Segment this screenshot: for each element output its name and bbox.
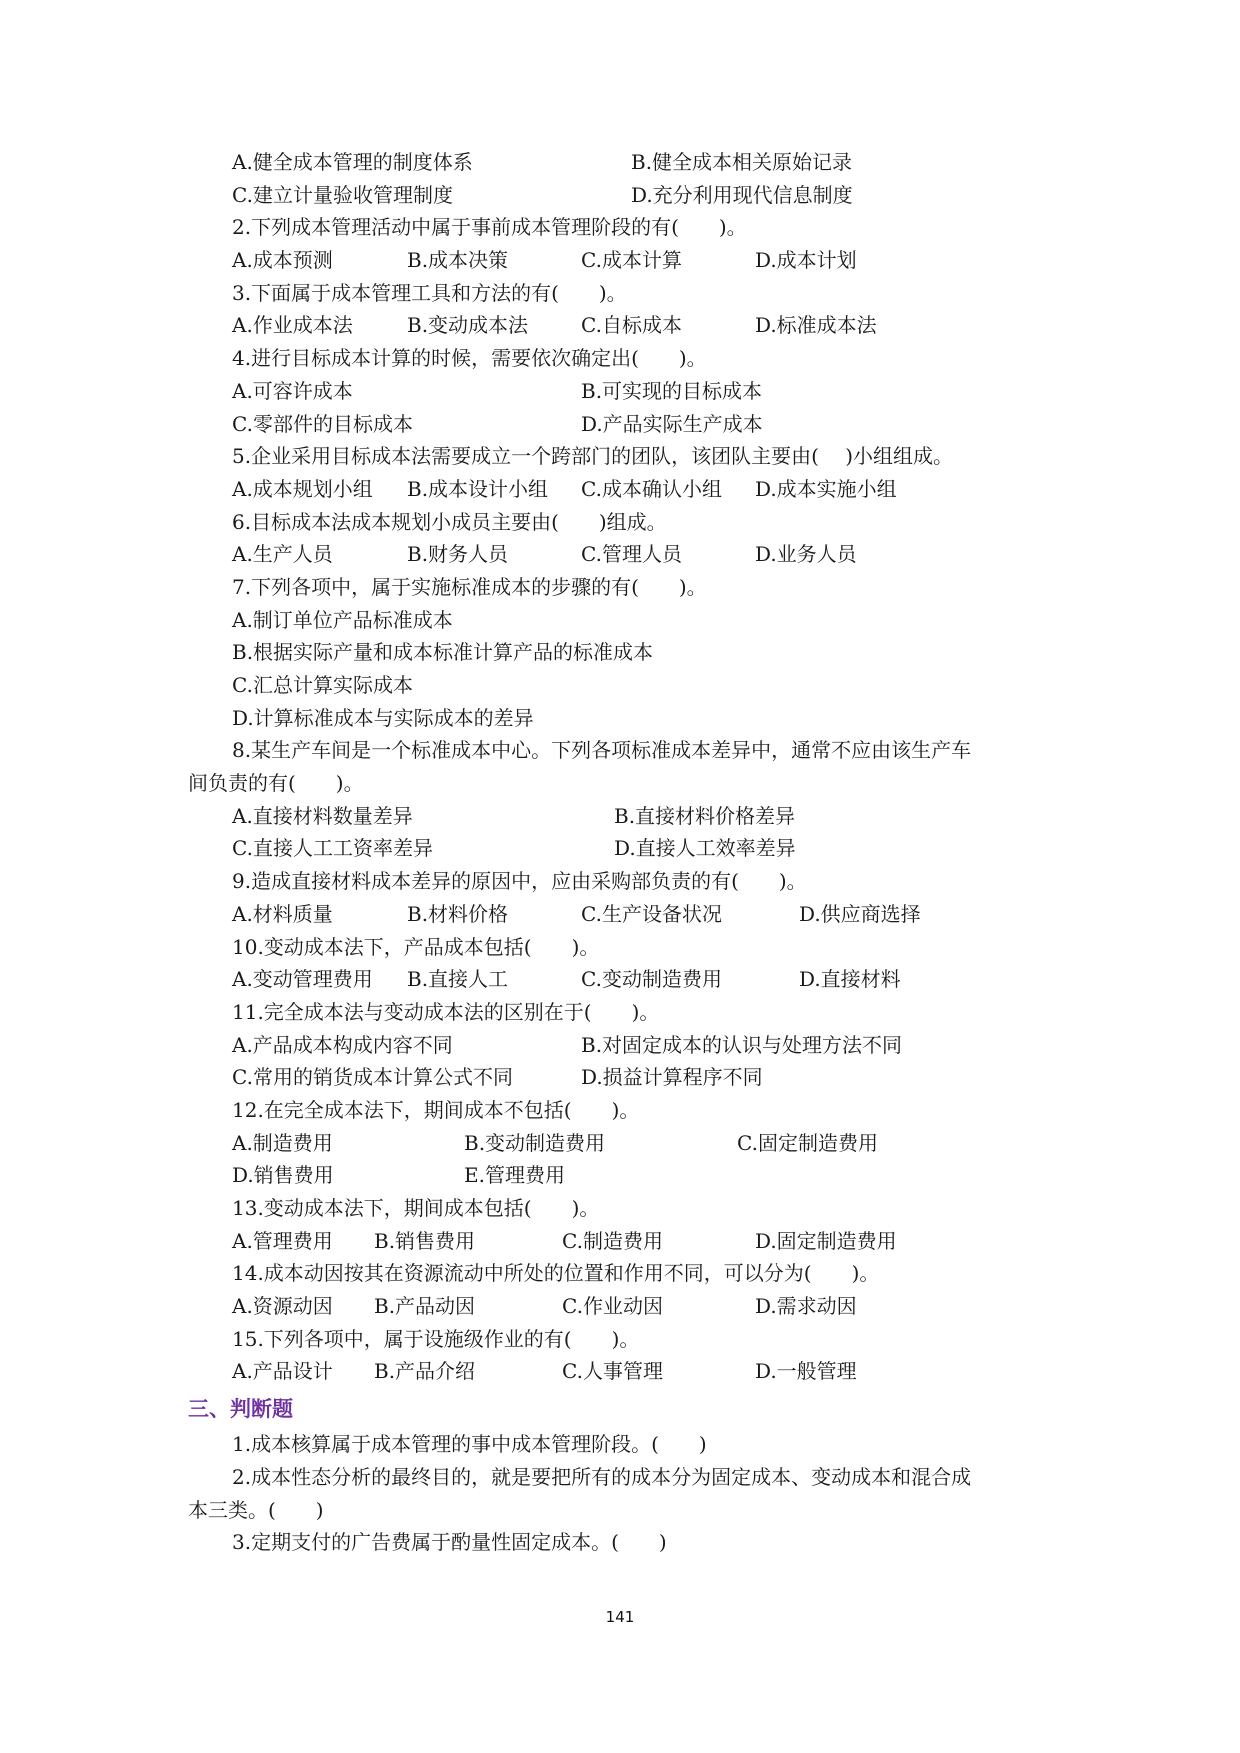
question-7-stem: 7.下列各项中，属于实施标准成本的步骤的有( )。 (232, 574, 707, 599)
question-3-stem: 3.下面属于成本管理工具和方法的有( )。 (232, 280, 627, 305)
question-4-options-row-1 (188, 375, 1048, 408)
page-number: 141 (605, 1608, 635, 1626)
q14-option-a: A.资源动因 (232, 1294, 333, 1319)
question-8-options-row-2 (188, 832, 1048, 865)
q12-option-d: D.销售费用 (232, 1163, 334, 1188)
q3-option-b: B.变动成本法 (407, 313, 529, 338)
q12-option-e: E.管理费用 (464, 1163, 565, 1188)
question-14-stem: 14.成本动因按其在资源流动中所处的位置和作用不同，可以分为( )。 (232, 1261, 880, 1286)
q15-option-a: A.产品设计 (232, 1359, 333, 1384)
q10-option-d: D.直接材料 (799, 967, 901, 992)
q4-option-a: A.可容许成本 (232, 378, 353, 403)
q7-option-b: B.根据实际产量和成本标准计算产品的标准成本 (232, 640, 654, 665)
q2-option-b: B.成本决策 (407, 248, 509, 273)
q14-option-b: B.产品动因 (374, 1294, 476, 1319)
question-2-stem: 2.下列成本管理活动中属于事前成本管理阶段的有( )。 (232, 215, 747, 240)
question-11-options-row-1 (188, 1029, 1048, 1062)
q11-option-d: D.损益计算程序不同 (581, 1065, 763, 1090)
question-15-stem: 15.下列各项中，属于设施级作业的有( )。 (232, 1326, 640, 1351)
question-1-options-row-2 (188, 179, 1048, 212)
q15-option-c: C.人事管理 (562, 1359, 663, 1384)
question-9-options (188, 898, 1048, 931)
question-12-options-row-2 (188, 1159, 1048, 1192)
question-1-options-row-1 (188, 146, 1048, 179)
q5-option-a: A.成本规划小组 (232, 476, 373, 501)
question-14-options (188, 1290, 1048, 1323)
q12-option-a: A.制造费用 (232, 1130, 333, 1155)
q8-option-c: C.直接人工工资率差异 (232, 836, 433, 861)
q6-option-d: D.业务人员 (755, 542, 857, 567)
question-3-options (188, 309, 1048, 342)
q13-option-b: B.销售费用 (374, 1228, 476, 1253)
q3-option-c: C.自标成本 (581, 313, 682, 338)
q9-option-c: C.生产设备状况 (581, 901, 722, 926)
q2-option-d: D.成本计划 (755, 248, 857, 273)
q9-option-d: D.供应商选择 (799, 901, 921, 926)
judgment-2-line-1: 2.成本性态分析的最终目的，就是要把所有的成本分为固定成本、变动成本和混合成 (232, 1464, 972, 1489)
q8-option-d: D.直接人工效率差异 (614, 836, 796, 861)
q13-option-d: D.固定制造费用 (755, 1228, 897, 1253)
q11-option-c: C.常用的销货成本计算公式不同 (232, 1065, 513, 1090)
question-4-stem: 4.进行目标成本计算的时候，需要依次确定出( )。 (232, 346, 707, 371)
q3-option-a: A.作业成本法 (232, 313, 353, 338)
q8-option-b: B.直接材料价格差异 (614, 803, 796, 828)
question-13-stem: 13.变动成本法下，期间成本包括( )。 (232, 1196, 600, 1220)
q13-option-a: A.管理费用 (232, 1228, 333, 1253)
question-13-options (188, 1225, 1048, 1258)
q6-option-c: C.管理人员 (581, 542, 682, 567)
q1-option-a: A.健全成本管理的制度体系 (232, 150, 473, 174)
question-8-options-row-1 (188, 800, 1048, 833)
question-4-options-row-2 (188, 408, 1048, 441)
question-9-stem: 9.造成直接材料成本差异的原因中，应由采购部负责的有( )。 (232, 869, 807, 894)
q12-option-b: B.变动制造费用 (464, 1130, 606, 1155)
question-6-options (188, 538, 1048, 571)
judgment-2-line-2: 本三类。( ) (188, 1497, 324, 1522)
q11-option-b: B.对固定成本的认识与处理方法不同 (581, 1032, 903, 1057)
question-11-options-row-2 (188, 1061, 1048, 1094)
q3-option-d: D.标准成本法 (755, 313, 877, 338)
q7-option-c: C.汇总计算实际成本 (232, 673, 413, 697)
q14-option-c: C.作业动因 (562, 1294, 663, 1319)
q5-option-d: D.成本实施小组 (755, 476, 897, 501)
question-12-stem: 12.在完全成本法下，期间成本不包括( )。 (232, 1097, 640, 1122)
q5-option-c: C.成本确认小组 (581, 476, 722, 501)
question-12-options-row-1 (188, 1127, 1048, 1160)
q10-option-b: B.直接人工 (407, 967, 509, 992)
q6-option-b: B.财务人员 (407, 542, 509, 567)
q4-option-b: B.可实现的目标成本 (581, 378, 763, 403)
q7-option-a: A.制订单位产品标准成本 (232, 607, 453, 632)
q15-option-b: B.产品介绍 (374, 1359, 476, 1384)
judgment-1: 1.成本核算属于成本管理的事中成本管理阶段。( ) (232, 1432, 707, 1457)
q11-option-a: A.产品成本构成内容不同 (232, 1032, 453, 1057)
q13-option-c: C.制造费用 (562, 1228, 663, 1253)
q8-option-a: A.直接材料数量差异 (232, 803, 413, 828)
question-10-stem: 10.变动成本法下，产品成本包括( )。 (232, 934, 600, 959)
q9-option-b: B.材料价格 (407, 901, 509, 926)
q10-option-a: A.变动管理费用 (232, 967, 373, 992)
q9-option-a: A.材料质量 (232, 901, 333, 926)
q4-option-d: D.产品实际生产成本 (581, 411, 763, 436)
q5-option-b: B.成本设计小组 (407, 476, 549, 501)
q10-option-c: C.变动制造费用 (581, 967, 722, 992)
page-content (188, 146, 1048, 1559)
question-5-stem: 5.企业采用目标成本法需要成立一个跨部门的团队，该团队主要由( )小组组成。 (232, 444, 954, 469)
question-8-stem-line-1: 8.某生产车间是一个标准成本中心。下列各项标准成本差异中，通常不应由该生产车 (232, 738, 972, 763)
q12-option-c: C.固定制造费用 (737, 1130, 878, 1155)
question-6-stem: 6.目标成本法成本规划小成员主要由( )组成。 (232, 509, 667, 534)
question-11-stem: 11.完全成本法与变动成本法的区别在于( )。 (232, 999, 660, 1024)
q15-option-d: D.一般管理 (755, 1359, 857, 1384)
q6-option-a: A.生产人员 (232, 542, 333, 567)
section-heading-true-false: 三、判断题 (188, 1397, 293, 1422)
question-10-options (188, 963, 1048, 996)
q1-option-b: B.健全成本相关原始记录 (631, 150, 853, 174)
judgment-3: 3.定期支付的广告费属于酌量性固定成本。( ) (232, 1530, 667, 1555)
question-15-options (188, 1355, 1048, 1388)
q14-option-d: D.需求动因 (755, 1294, 857, 1319)
q4-option-c: C.零部件的目标成本 (232, 411, 413, 436)
q1-option-c: C.建立计量验收管理制度 (232, 182, 453, 207)
q2-option-a: A.成本预测 (232, 248, 333, 273)
question-2-options (188, 244, 1048, 277)
question-5-options (188, 473, 1048, 506)
q1-option-d: D.充分利用现代信息制度 (631, 182, 853, 207)
q2-option-c: C.成本计算 (581, 248, 682, 273)
q7-option-d: D.计算标准成本与实际成本的差异 (232, 705, 534, 730)
question-8-stem-line-2: 间负责的有( )。 (188, 771, 364, 796)
